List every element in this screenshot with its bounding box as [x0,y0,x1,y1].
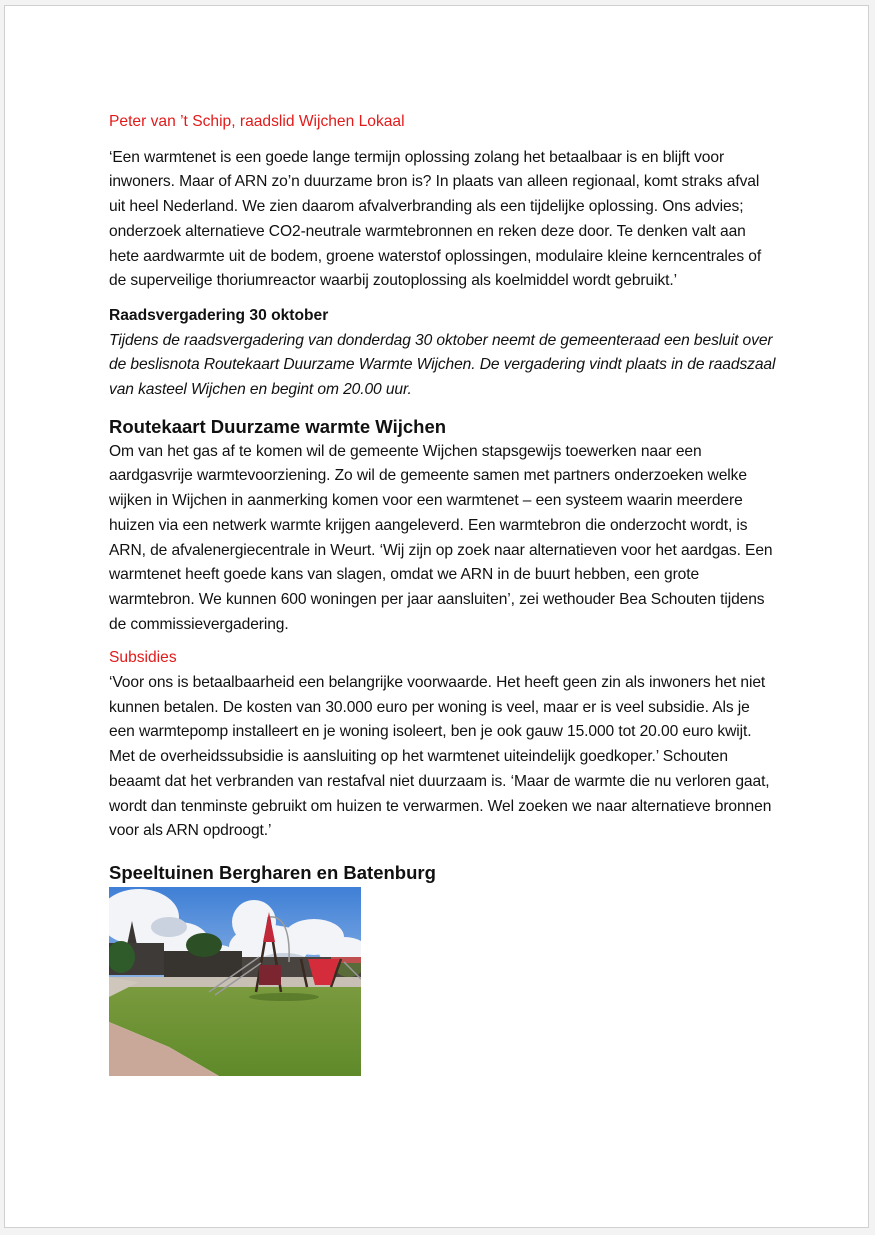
routekaart-heading: Routekaart Duurzame warmte Wijchen [109,415,447,437]
subsidies-heading: Subsidies [109,649,177,667]
meeting-text: Tijdens de raadsvergadering van donderdag 30 oktober neemt de gemeenteraad een besluit over de beslisnota Routekaart Duurzame Warmte Wijchen. De vergadering vindt plaats in de raadszaal van kasteel Wijchen en begint om 20.00 uur. [109,331,776,399]
routekaart-text: Om van het gas af te komen wil de gemeente Wijchen stapsgewijs toewerken naar een aardgasvrije warmtevoorziening. Zo wil de gemeente samen met partners onderzoeken welke wijken in Wijchen in aanmerking komen voor een warmtenet – een systeem waarin meerdere huizen via een netwerk warmte krijgen aangeleverd. Een warmtebron die onderzocht wordt, is ARN, de afvalenergiecentrale in Weurt. ‘Wij zijn op zoek naar alternatieven voor het aardgas. Een warmtenet heeft goede kans van slagen, omdat we ARN in de buurt hebben, een grote warmtebron. We kunnen 600 woningen per jaar aansluiten’, zei wethouder Bea Schouten tijdens de commissievergadering. [109,442,773,633]
quote-text: ‘Een warmtenet is een goede lange termijn oplossing zolang het betaalbaar is en blijft voor inwoners. Maar of ARN zo’n duurzame bron is? In plaats van alleen regionaal, komt straks afval uit heel Nederland. We zien daarom afvalverbranding als een tijdelijke oplossing. Ons advies; onderzoek alternatieve CO2-neutrale warmtebronnen en reken deze door. Te denken valt aan hete aardwarmte uit de bodem, groene waterstof oplossingen, modulaire kleine kerncentrales of de superveilige thoriumreactor waarbij zoutoplossing als koelmiddel wordt gebruikt.’ [109,148,762,290]
document-page [4,5,869,1228]
document-content [109,110,779,1076]
speeltuinen-heading: Speeltuinen Bergharen en Batenburg [109,861,436,883]
quote-author: Peter van ’t Schip, raadslid Wijchen Lokaal [109,113,405,130]
meeting-heading: Raadsvergadering 30 oktober [109,306,329,324]
playground-photo [109,887,361,1076]
subsidies-text: ‘Voor ons is betaalbaarheid een belangrijke voorwaarde. Het heeft geen zin als inwoners het niet kunnen betalen. De kosten van 30.000 euro per woning is veel, maar er is veel subsidie. Als je een warmtepomp installeert en je woning isoleert, ben je ook gauw 15.000 tot 20.00 euro kwijt. Met de overheidssubsidie is aansluiting op het warmtenet uiteindelijk goedkoper.’ Schouten beaamt dat het verbranden van restafval niet duurzaam is. ‘Maar de warmte die nu verloren gaat, wordt dan tenminste gebruikt om huizen te verwarmen. Wel zoeken we naar alternatieve bronnen voor als ARN opdroogt.’ [109,674,772,840]
